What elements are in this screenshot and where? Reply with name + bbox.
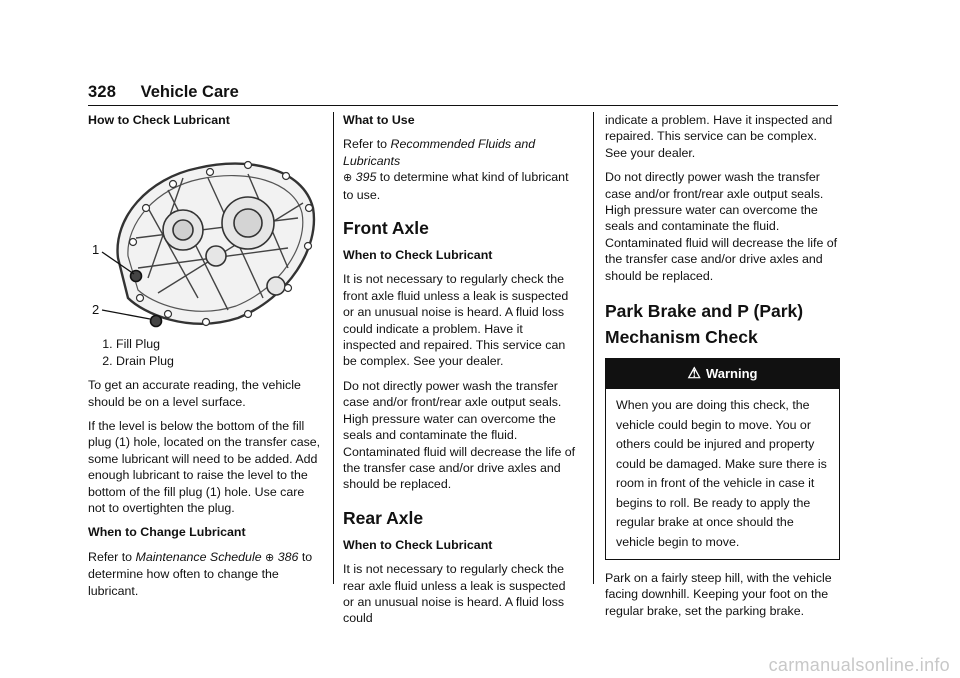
subheading: When to Check Lubricant	[343, 248, 493, 263]
text: to determine how often to change the lubricant.	[88, 549, 313, 598]
link-recommended-fluids[interactable]: Recommended Fluids and Lubricants	[343, 137, 536, 168]
callout-1: 1	[92, 242, 100, 258]
paragraph: Do not directly power wash the transfer case and/or front/rear axle output seals. High pressure water can overcome the seals and contaminate the fluid. Contaminated fluid will decrease the life of the transfer case and/or drive axles and should be replaced.	[343, 378, 576, 492]
paragraph: It is not necessary to regularly check the rear axle fluid unless a leak is suspected or an unusual noise is heard. A fluid loss could	[343, 562, 566, 626]
header-rule	[88, 105, 838, 106]
page-ref[interactable]: 395	[355, 170, 377, 185]
figure-legend	[88, 336, 323, 369]
paragraph: If the level is below the bottom of the fill plug (1) hole, located on the transfer case, some lubricant will need to be added. Add enough lubricant to raise the level to the bottom of the fill plug (1) hole. Use care not to overtighten the plug.	[88, 419, 321, 516]
warning-box	[605, 358, 840, 560]
legend-item: 1. Fill Plug	[116, 336, 323, 352]
page-ref-icon: ⊕	[343, 172, 353, 185]
column-2	[343, 112, 578, 635]
paragraph: It is not necessary to regularly check the front axle fluid unless a leak is suspected or an unusual noise is heard. A fluid loss could indicate a problem. Have it inspected and repaired. This service can be complex. See your dealer.	[343, 272, 569, 369]
watermark: carmanualsonline.info	[768, 655, 950, 675]
column-divider-1	[333, 112, 334, 584]
heading-park-brake	[605, 298, 840, 350]
paragraph: To get an accurate reading, the vehicle should be on a level surface.	[88, 378, 301, 409]
page-number: 328	[88, 83, 117, 101]
paragraph: Park on a fairly steep hill, with the vehicle facing downhill. Keeping your foot on the regular brake, set the parking brake.	[605, 571, 832, 618]
text: Refer to	[343, 137, 391, 152]
heading-line: Mechanism Check	[605, 327, 758, 348]
warning-header	[606, 359, 839, 389]
heading-rear-axle: Rear Axle	[343, 507, 424, 528]
section-title: Vehicle Care	[140, 83, 239, 101]
page-ref-icon: ⊕	[265, 551, 275, 564]
heading-how-to-check: How to Check Lubricant	[88, 113, 230, 127]
legend-item: 2. Drain Plug	[116, 353, 323, 369]
column-divider-2	[593, 112, 594, 584]
link-maintenance-schedule[interactable]: Maintenance Schedule	[135, 549, 262, 564]
text: to determine what kind of lubricant to use.	[343, 170, 569, 202]
page-ref[interactable]: 386	[277, 549, 299, 564]
paragraph: indicate a problem. Have it inspected and repaired. This service can be complex. See your dealer.	[605, 113, 833, 160]
transfer-case-illustration	[88, 138, 323, 330]
callout-2: 2	[92, 302, 100, 318]
paragraph: Do not directly power wash the transfer case and/or front/rear axle output seals. High pressure water can overcome the seals and contaminate the fluid. Contaminated fluid will decrease the life of the transfer case and/or drive axles and should be replaced.	[605, 170, 838, 283]
transfer-case-figure	[88, 138, 323, 330]
column-1	[88, 112, 323, 607]
heading-line: Park Brake and P (Park)	[605, 301, 804, 322]
heading-front-axle: Front Axle	[343, 218, 429, 239]
heading-what-to-use: What to Use	[343, 113, 415, 127]
page-header	[88, 83, 838, 105]
heading-when-to-change: When to Change Lubricant	[88, 525, 246, 540]
column-3	[605, 112, 840, 627]
subheading: When to Check Lubricant	[343, 537, 493, 552]
warning-label: Warning	[705, 366, 758, 382]
warning-triangle-icon: ⚠	[687, 365, 701, 383]
paragraph-refer	[343, 136, 578, 203]
warning-text: When you are doing this check, the vehicle could begin to move. You or others could be injured and property could be damaged. Make sure there is room in front of the vehicle in case it begins to roll. Be ready to apply the regular brake at once should the vehicle begin to move.	[616, 398, 827, 549]
text: Refer to	[88, 549, 136, 564]
paragraph-refer	[88, 549, 323, 599]
